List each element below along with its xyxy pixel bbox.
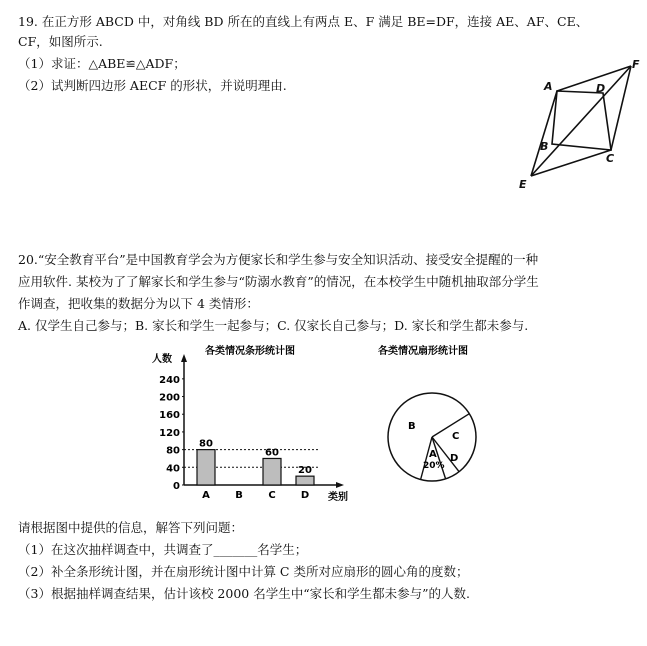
pie-chart-title: 各类情况扇形统计图 bbox=[378, 346, 468, 357]
q20-line4: A. 仅学生自己参与；B. 家长和学生一起参与；C. 仅家长自己参与；D. 家长和学生都未参与. bbox=[18, 318, 529, 333]
x-axis-arrow bbox=[336, 482, 344, 488]
q20-line2: 应用软件. 某校为了了解家长和学生参与“防溺水教育”的情况，在本校学生中随机抽取部分学生 bbox=[18, 274, 539, 289]
y-tick-label: 80 bbox=[166, 445, 180, 457]
q20-sub2: （2）补全条形统计图，并在扇形统计图中计算 C 类所对应扇形的圆心角的度数； bbox=[18, 564, 469, 579]
q20-prompt: 请根据图中提供的信息，解答下列问题： bbox=[18, 520, 244, 535]
label-e: E bbox=[519, 178, 527, 191]
x-tick-label: C bbox=[268, 490, 276, 501]
x-tick-label: B bbox=[235, 490, 243, 501]
bar-a bbox=[197, 450, 215, 485]
bar-value-label: 20 bbox=[298, 465, 312, 477]
y-tick-label: 40 bbox=[166, 463, 180, 475]
q19-part1: （1）求证：△ABE≌△ADF； bbox=[18, 56, 186, 71]
y-tick-label: 120 bbox=[159, 427, 180, 439]
x-tick-label: D bbox=[300, 490, 310, 501]
bar-d bbox=[296, 476, 314, 485]
y-tick-label: 240 bbox=[159, 374, 180, 386]
pie-label-a: A bbox=[429, 449, 437, 460]
x-tick-label: A bbox=[202, 490, 210, 501]
y-axis-label: 人数 bbox=[152, 354, 172, 365]
q20-line1: 20.“安全教育平台”是中国教育学会为方便家长和学生参与安全知识活动、接受安全提醒的一种 bbox=[18, 252, 539, 267]
label-d: D bbox=[596, 82, 606, 95]
pie-label-b: B bbox=[408, 421, 416, 432]
pie-percent-label: 20% bbox=[423, 461, 445, 471]
q19-line1: 19. 在正方形 ABCD 中，对角线 BD 所在的直线上有两点 E、F 满足 BE=DF，连接 AE、AF、CE、 bbox=[18, 14, 589, 29]
bar-c bbox=[263, 458, 281, 485]
segment-cf bbox=[611, 66, 631, 150]
pie-chart bbox=[370, 340, 510, 485]
y-tick-label: 200 bbox=[159, 392, 180, 404]
bar-value-label: 60 bbox=[265, 447, 279, 459]
q19-part2: （2）试判断四边形 AECF 的形状，并说明理由. bbox=[18, 78, 287, 93]
bar-chart bbox=[150, 340, 360, 515]
x-axis-label: 类别 bbox=[328, 492, 348, 503]
label-f: F bbox=[632, 58, 640, 71]
pie-label-d: D bbox=[450, 453, 459, 464]
y-tick-label: 160 bbox=[159, 410, 180, 422]
q20-line3: 作调查，把收集的数据分为以下 4 类情形： bbox=[18, 296, 259, 311]
q19-line2: CF，如图所示. bbox=[18, 34, 103, 49]
label-c: C bbox=[606, 152, 615, 165]
label-a: A bbox=[544, 80, 553, 93]
bar-value-label: 80 bbox=[199, 438, 213, 450]
pie-label-c: C bbox=[452, 431, 460, 442]
label-b: B bbox=[540, 140, 549, 153]
square-diagram bbox=[510, 58, 645, 193]
y-axis-arrow bbox=[181, 354, 187, 362]
q20-sub3: （3）根据抽样调查结果，估计该校 2000 名学生中“家长和学生都未参与”的人数. bbox=[18, 586, 470, 601]
q20-sub1: （1）在这次抽样调查中，共调查了_______名学生； bbox=[18, 542, 308, 557]
y-tick-label: 0 bbox=[173, 481, 180, 492]
bar-chart-title: 各类情况条形统计图 bbox=[205, 346, 295, 357]
pie-slice-boundary bbox=[432, 414, 469, 437]
